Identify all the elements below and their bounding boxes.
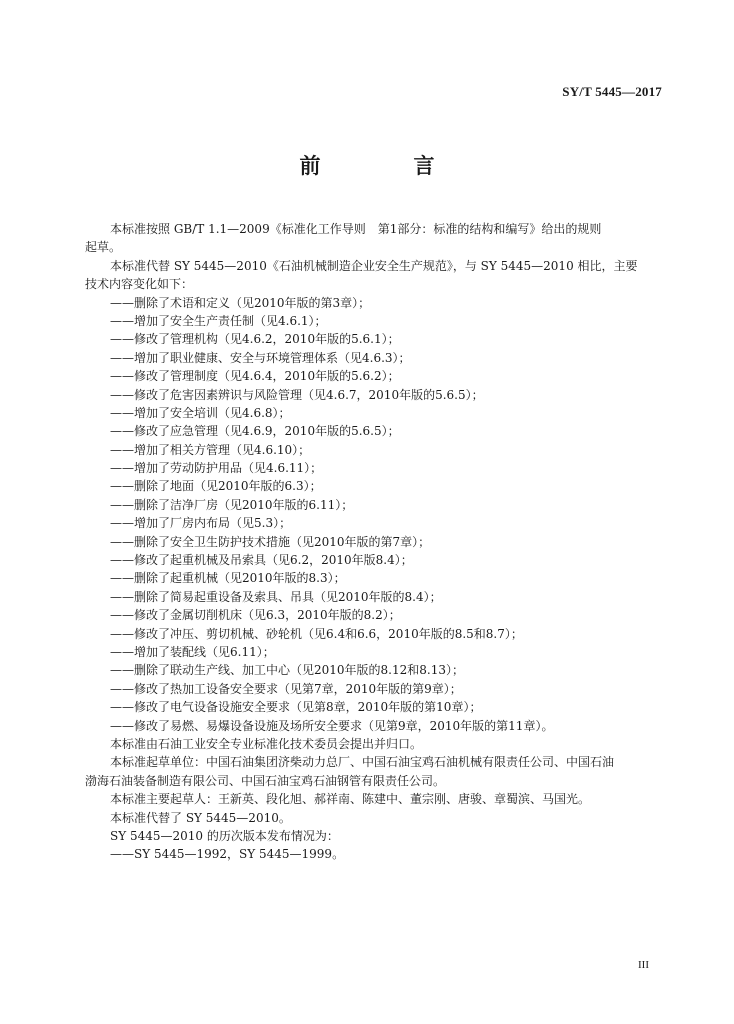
paragraph-continuation: 技术内容变化如下： (85, 277, 194, 292)
list-item: ——增加了装配线（见6.11）； (110, 644, 275, 659)
paragraph: 本标准起草单位：中国石油集团济柴动力总厂、中国石油宝鸡石油机械有限责任公司、中国石油 (110, 755, 615, 770)
list-item: ——删除了简易起重设备及索具、吊具（见2010年版的8.4）； (110, 589, 442, 604)
list-item: ——修改了热加工设备安全要求（见第7章，2010年版的第9章）； (110, 681, 462, 696)
paragraph: 本标准代替 SY 5445—2010《石油机械制造企业安全生产规范》，与 SY 5445—2010 相比，主要 (110, 258, 638, 273)
paragraph: 本标准由石油工业安全专业标准化技术委员会提出并归口。 (110, 736, 423, 751)
list-item: ——增加了安全培训（见4.6.8）； (110, 405, 291, 420)
list-item: ——增加了职业健康、安全与环境管理体系（见4.6.3）； (110, 350, 411, 365)
list-item: ——修改了应急管理（见4.6.9，2010年版的5.6.5）； (110, 424, 400, 439)
list-item: ——修改了冲压、剪切机械、砂轮机（见6.4和6.6，2010年版的8.5和8.7）； (110, 626, 523, 641)
page-title: 前 言 (299, 154, 471, 178)
paragraph: 本标准按照 GB/T 1.1—2009《标准化工作导则 第1部分：标准的结构和编写》给出的规则 (110, 222, 602, 236)
paragraph: SY 5445—2010 的历次版本发布情况为： (110, 828, 339, 843)
list-item: ——修改了危害因素辨识与风险管理（见4.6.7，2010年版的5.6.5）； (110, 387, 484, 402)
changes-list (85, 294, 660, 735)
list-item: ——修改了起重机械及吊索具（见6.2，2010年版8.4）； (110, 553, 413, 568)
paragraph-continuation: 起草。 (85, 240, 122, 255)
list-item: ——增加了劳动防护用品（见4.6.11）； (110, 461, 323, 476)
paragraph: 本标准代替了 SY 5445—2010。 (110, 810, 291, 825)
list-item: ——修改了管理机构（见4.6.2，2010年版的5.6.1）； (110, 332, 400, 347)
list-item: ——增加了厂房内布局（见5.3）； (110, 516, 292, 531)
document-body (85, 220, 660, 864)
list-item: ——删除了洁净厂房（见2010年版的6.11）； (110, 497, 354, 512)
list-item: ——增加了安全生产责任制（见4.6.1）； (110, 313, 327, 328)
list-item: ——修改了金属切削机床（见6.3，2010年版的8.2）； (110, 608, 401, 623)
standard-code: SY/T 5445—2017 (562, 84, 662, 99)
paragraph-continuation: 渤海石油装备制造有限公司、中国石油宝鸡石油钢管有限责任公司。 (85, 773, 446, 788)
paragraph: 本标准主要起草人：王新英、段化旭、郝祥南、陈建中、董宗刚、唐骏、章蜀滨、马国光。 (110, 792, 591, 807)
list-item: ——修改了管理制度（见4.6.4，2010年版的5.6.2）； (110, 369, 400, 384)
list-item: ——删除了地面（见2010年版的6.3）； (110, 479, 322, 494)
list-item: ——修改了电气设备设施安全要求（见第8章，2010年版的第10章）； (110, 700, 482, 715)
list-item: ——删除了起重机械（见2010年版的8.3）； (110, 571, 346, 586)
list-item: ——修改了易燃、易爆设备设施及场所安全要求（见第9章，2010年版的第11章）。 (110, 718, 554, 733)
list-item: ——删除了安全卫生防护技术措施（见2010年版的第7章）； (110, 534, 431, 549)
paragraph: ——SY 5445—1992，SY 5445—1999。 (110, 847, 345, 862)
list-item: ——增加了相关方管理（见4.6.10）； (110, 442, 311, 457)
list-item: ——删除了联动生产线、加工中心（见2010年版的8.12和8.13）； (110, 663, 464, 678)
page-number: III (638, 959, 649, 971)
list-item: ——删除了术语和定义（见2010年版的第3章）； (110, 295, 371, 310)
